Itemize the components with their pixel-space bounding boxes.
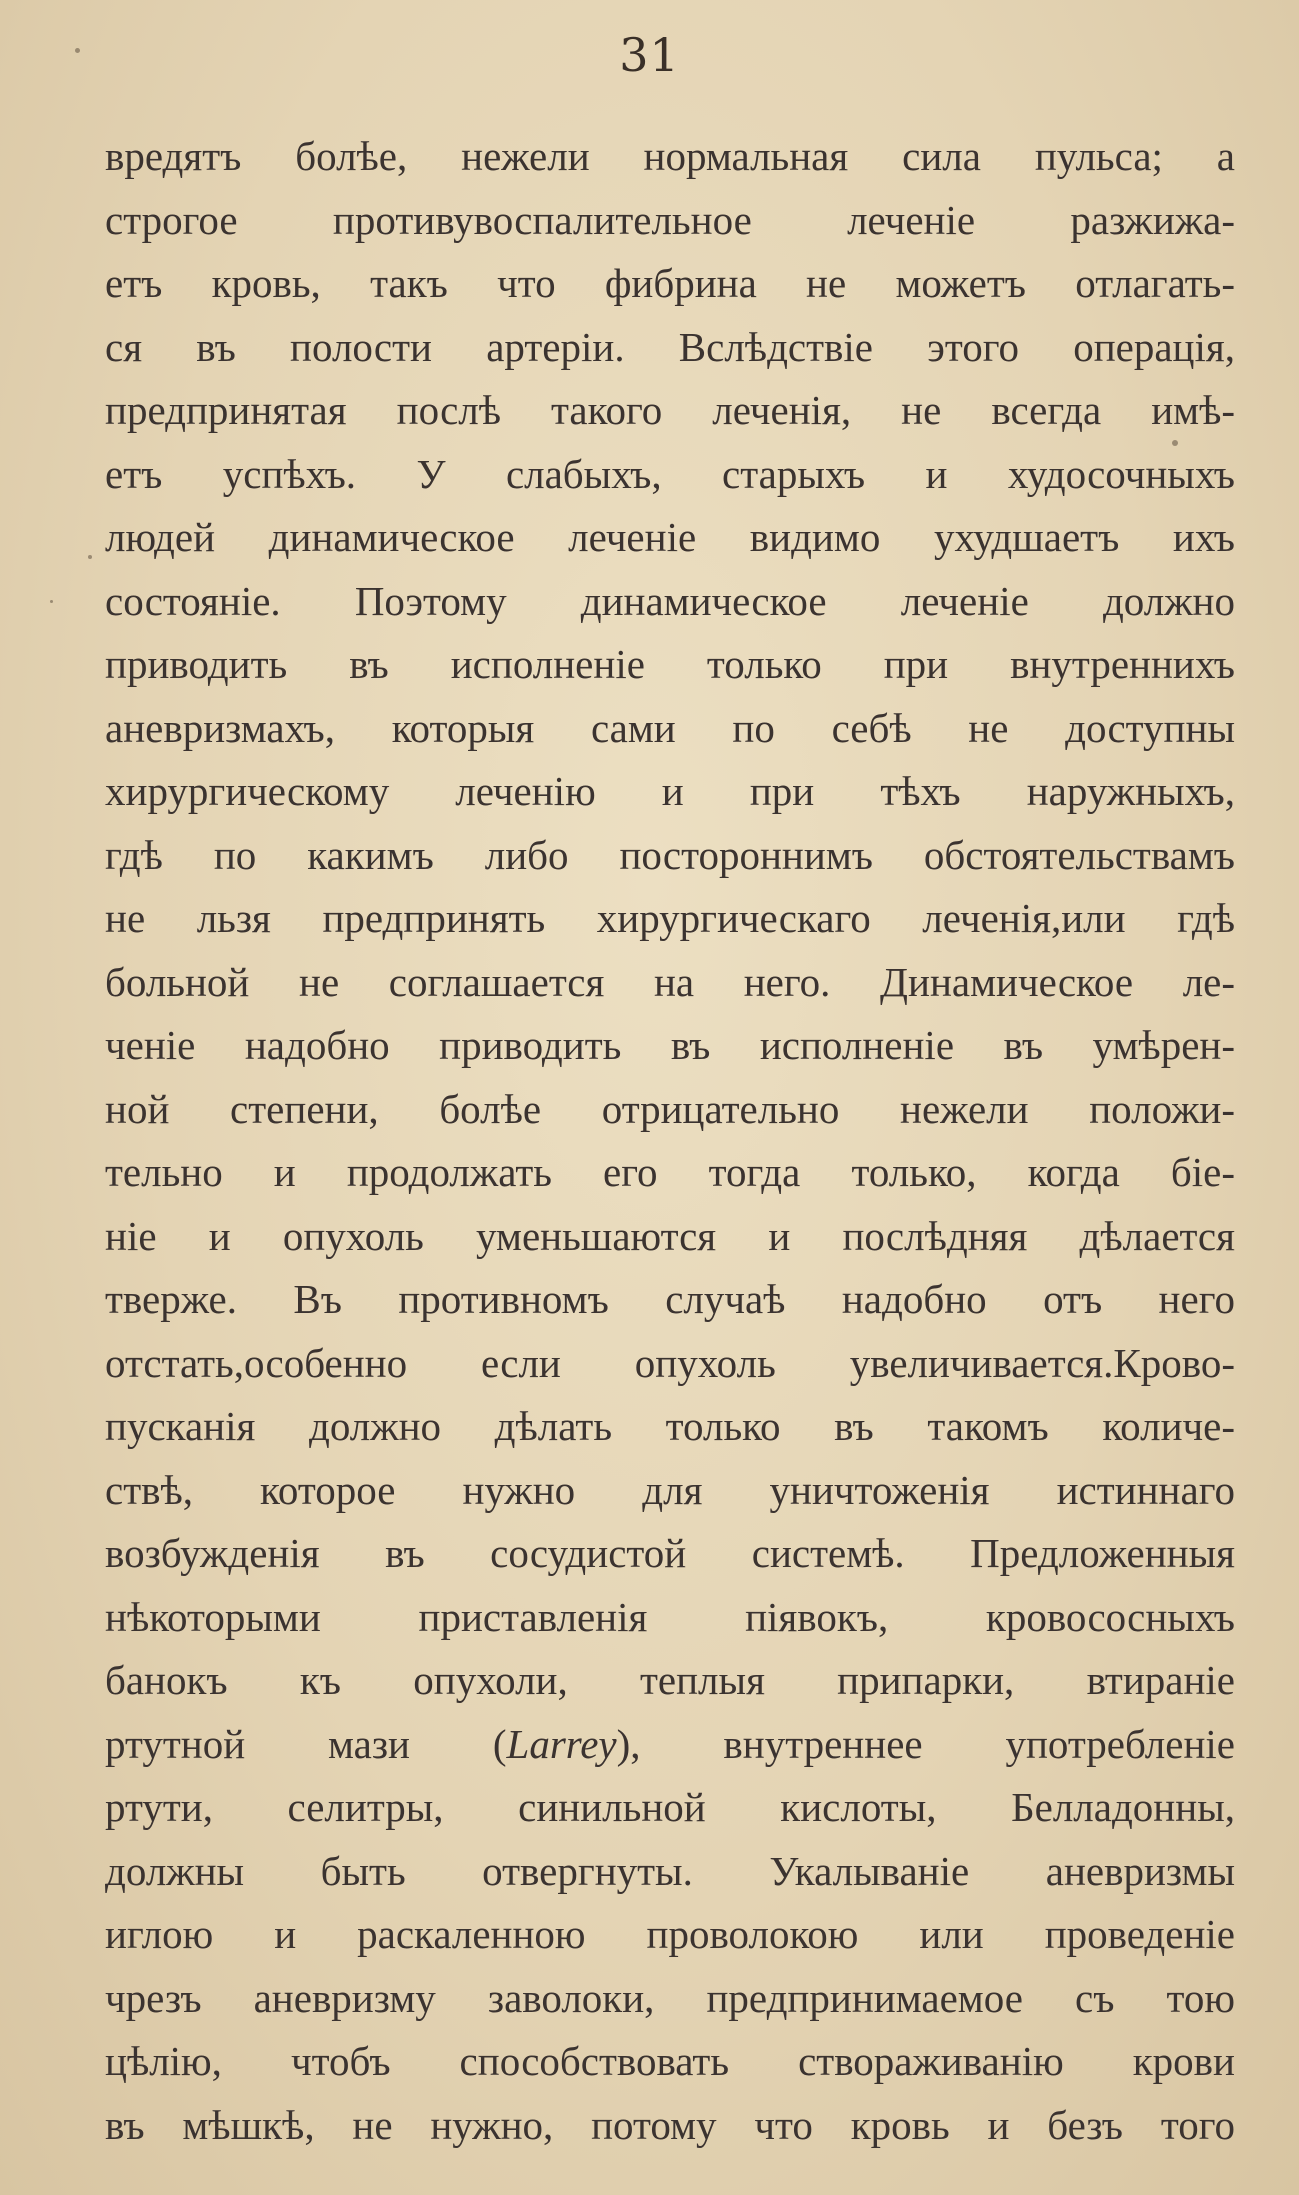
text-line: предпринятая послѣ такого леченія, не всегда имѣ-	[105, 387, 1235, 433]
text-line: больной не соглашается на него. Динамическое ле-	[105, 958, 1235, 1005]
text-line: не льзя предпринять хирургическаго леченія,или гдѣ	[105, 895, 1235, 941]
text-line: аневризмахъ, которыя сами по себѣ не доступны	[105, 704, 1235, 751]
text-line: въ мѣшкѣ, не нужно, потому что кровь и безъ того	[105, 2101, 1235, 2148]
text-line: ной степени, болѣе отрицательно нежели положи-	[105, 1085, 1235, 1132]
text-fragment: ), внутреннее употребленіе	[616, 1720, 1235, 1767]
text-line: иглою и раскаленною проволокою или проведеніе	[105, 1911, 1235, 1957]
text-line: приводить въ исполненіе только при внутреннихъ	[105, 641, 1235, 687]
text-line: етъ успѣхъ. У слабыхъ, старыхъ и худосочныхъ	[105, 450, 1235, 497]
text-line: вредятъ болѣе, нежели нормальная сила пульса; а	[105, 133, 1235, 179]
text-line: етъ кровь, такъ что фибрина не можетъ отлагать-	[105, 260, 1235, 306]
text-fragment: ртутной мази (	[105, 1720, 507, 1767]
text-line-with-citation	[105, 1713, 1235, 1777]
text-line: должны быть отвергнуты. Укалываніе аневризмы	[105, 1847, 1235, 1894]
text-line: пусканія должно дѣлать только въ такомъ количе-	[105, 1403, 1235, 1449]
paper-speck	[88, 555, 92, 559]
text-line: строгое противувоспалительное леченіе разжижа-	[105, 196, 1235, 243]
text-line: гдѣ по какимъ либо постороннимъ обстоятельствамъ	[105, 831, 1235, 878]
paper-speck	[75, 48, 80, 53]
text-line: возбужденія въ сосудистой системѣ. Предложенныя	[105, 1530, 1235, 1576]
text-line: цѣлію, чтобъ способствовать створаживанію крови	[105, 2038, 1235, 2084]
text-line: отстать,особенно если опухоль увеличивается.Крово-	[105, 1339, 1235, 1386]
text-line: людей динамическое леченіе видимо ухудшаетъ ихъ	[105, 514, 1235, 560]
body-text	[105, 125, 1235, 2157]
text-line: состояніе. Поэтому динамическое леченіе должно	[105, 577, 1235, 624]
text-line: ртути, селитры, синильной кислоты, Белладонны,	[105, 1784, 1235, 1830]
text-line: ся въ полости артеріи. Вслѣдствіе этого операція,	[105, 323, 1235, 370]
text-line: ствѣ, которое нужно для уничтоженія истиннаго	[105, 1466, 1235, 1513]
paper-speck	[1172, 440, 1178, 446]
page-number: 31	[619, 28, 680, 82]
text-line: тверже. Въ противномъ случаѣ надобно отъ него	[105, 1276, 1235, 1322]
paper-speck	[50, 600, 53, 603]
text-line: тельно и продолжать его тогда только, когда біе-	[105, 1149, 1235, 1195]
text-line: ченіе надобно приводить въ исполненіе въ умѣрен-	[105, 1022, 1235, 1068]
text-line: банокъ къ опухоли, теплыя припарки, втираніе	[105, 1657, 1235, 1703]
text-line: чрезъ аневризму заволоки, предпринимаемое съ тою	[105, 1974, 1235, 2021]
citation-name: Larrey	[506, 1720, 617, 1767]
text-line: хирургическому леченію и при тѣхъ наружныхъ,	[105, 768, 1235, 814]
text-line: нѣкоторыми приставленія піявокъ, кровососныхъ	[105, 1593, 1235, 1640]
text-line: ніе и опухоль уменьшаются и послѣдняя дѣлается	[105, 1212, 1235, 1259]
